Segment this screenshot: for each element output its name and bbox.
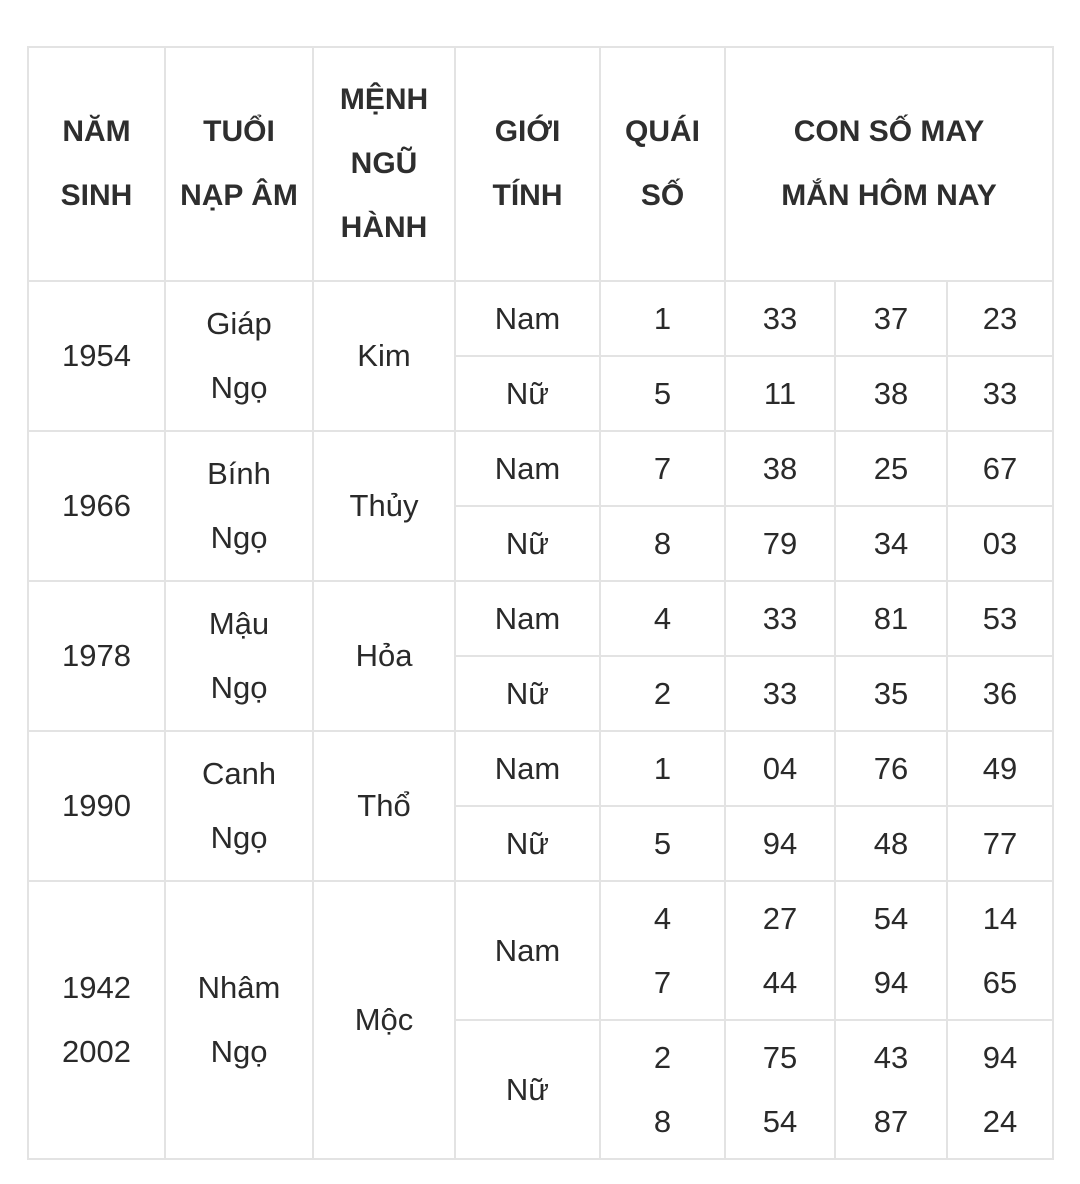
header-nam-sinh: NĂM SINH (28, 47, 165, 281)
menh-cell: Thủy (313, 431, 455, 581)
table-row (28, 881, 1053, 1020)
lucky-number-cell: 53 (947, 581, 1053, 656)
quai-so-cell: 8 (600, 506, 725, 581)
lucky-number-cell: 33 (725, 581, 835, 656)
quai-so-cell: 2 (600, 656, 725, 731)
menh-cell: Thổ (313, 731, 455, 881)
header-quai-so: QUÁI SỐ (600, 47, 725, 281)
lucky-number-cell: 54 94 (835, 881, 947, 1020)
lucky-number-cell: 04 (725, 731, 835, 806)
gender-cell: Nữ (455, 656, 600, 731)
birth-year-cell: 1966 (28, 431, 165, 581)
menh-cell: Mộc (313, 881, 455, 1159)
gender-cell: Nam (455, 881, 600, 1020)
lucky-number-cell: 48 (835, 806, 947, 881)
quai-so-cell: 1 (600, 731, 725, 806)
lucky-number-cell: 27 44 (725, 881, 835, 1020)
table-row (28, 431, 1053, 506)
lucky-number-cell: 49 (947, 731, 1053, 806)
quai-so-cell: 4 (600, 581, 725, 656)
nap-am-cell: Nhâm Ngọ (165, 881, 313, 1159)
lucky-number-cell: 11 (725, 356, 835, 431)
lucky-number-cell: 33 (947, 356, 1053, 431)
birth-year-cell: 1954 (28, 281, 165, 431)
birth-year-cell: 1942 2002 (28, 881, 165, 1159)
lucky-number-cell: 76 (835, 731, 947, 806)
lucky-number-cell: 77 (947, 806, 1053, 881)
quai-so-cell: 5 (600, 806, 725, 881)
header-menh-ngu-hanh: MỆNH NGŨ HÀNH (313, 47, 455, 281)
lucky-number-cell: 36 (947, 656, 1053, 731)
nap-am-cell: Canh Ngọ (165, 731, 313, 881)
lucky-number-cell: 67 (947, 431, 1053, 506)
nap-am-cell: Bính Ngọ (165, 431, 313, 581)
lucky-number-cell: 35 (835, 656, 947, 731)
lucky-number-cell: 03 (947, 506, 1053, 581)
quai-so-cell: 4 7 (600, 881, 725, 1020)
lucky-number-cell: 81 (835, 581, 947, 656)
gender-cell: Nam (455, 731, 600, 806)
lucky-number-cell: 34 (835, 506, 947, 581)
quai-so-cell: 7 (600, 431, 725, 506)
header-gioi-tinh: GIỚI TÍNH (455, 47, 600, 281)
quai-so-cell: 2 8 (600, 1020, 725, 1159)
birth-year-cell: 1990 (28, 731, 165, 881)
menh-cell: Kim (313, 281, 455, 431)
gender-cell: Nam (455, 431, 600, 506)
table-row (28, 581, 1053, 656)
lucky-number-table (27, 46, 1054, 1160)
lucky-number-cell: 33 (725, 281, 835, 356)
lucky-number-cell: 33 (725, 656, 835, 731)
gender-cell: Nam (455, 581, 600, 656)
lucky-number-cell: 75 54 (725, 1020, 835, 1159)
table-row (28, 281, 1053, 356)
quai-so-cell: 5 (600, 356, 725, 431)
lucky-number-cell: 25 (835, 431, 947, 506)
header-con-so-may-man: CON SỐ MAY MẮN HÔM NAY (725, 47, 1053, 281)
menh-cell: Hỏa (313, 581, 455, 731)
gender-cell: Nữ (455, 806, 600, 881)
nap-am-cell: Mậu Ngọ (165, 581, 313, 731)
lucky-number-cell: 38 (725, 431, 835, 506)
quai-so-cell: 1 (600, 281, 725, 356)
gender-cell: Nữ (455, 506, 600, 581)
lucky-number-cell: 23 (947, 281, 1053, 356)
header-tuoi-nap-am: TUỔI NẠP ÂM (165, 47, 313, 281)
lucky-number-cell: 79 (725, 506, 835, 581)
gender-cell: Nữ (455, 356, 600, 431)
birth-year-cell: 1978 (28, 581, 165, 731)
gender-cell: Nam (455, 281, 600, 356)
lucky-number-cell: 37 (835, 281, 947, 356)
lucky-number-cell: 43 87 (835, 1020, 947, 1159)
table-row (28, 731, 1053, 806)
lucky-number-cell: 94 (725, 806, 835, 881)
nap-am-cell: Giáp Ngọ (165, 281, 313, 431)
lucky-number-cell: 38 (835, 356, 947, 431)
lucky-number-cell: 94 24 (947, 1020, 1053, 1159)
horoscope-table-container (27, 46, 1054, 1160)
header-row (28, 47, 1053, 281)
gender-cell: Nữ (455, 1020, 600, 1159)
lucky-number-cell: 14 65 (947, 881, 1053, 1020)
